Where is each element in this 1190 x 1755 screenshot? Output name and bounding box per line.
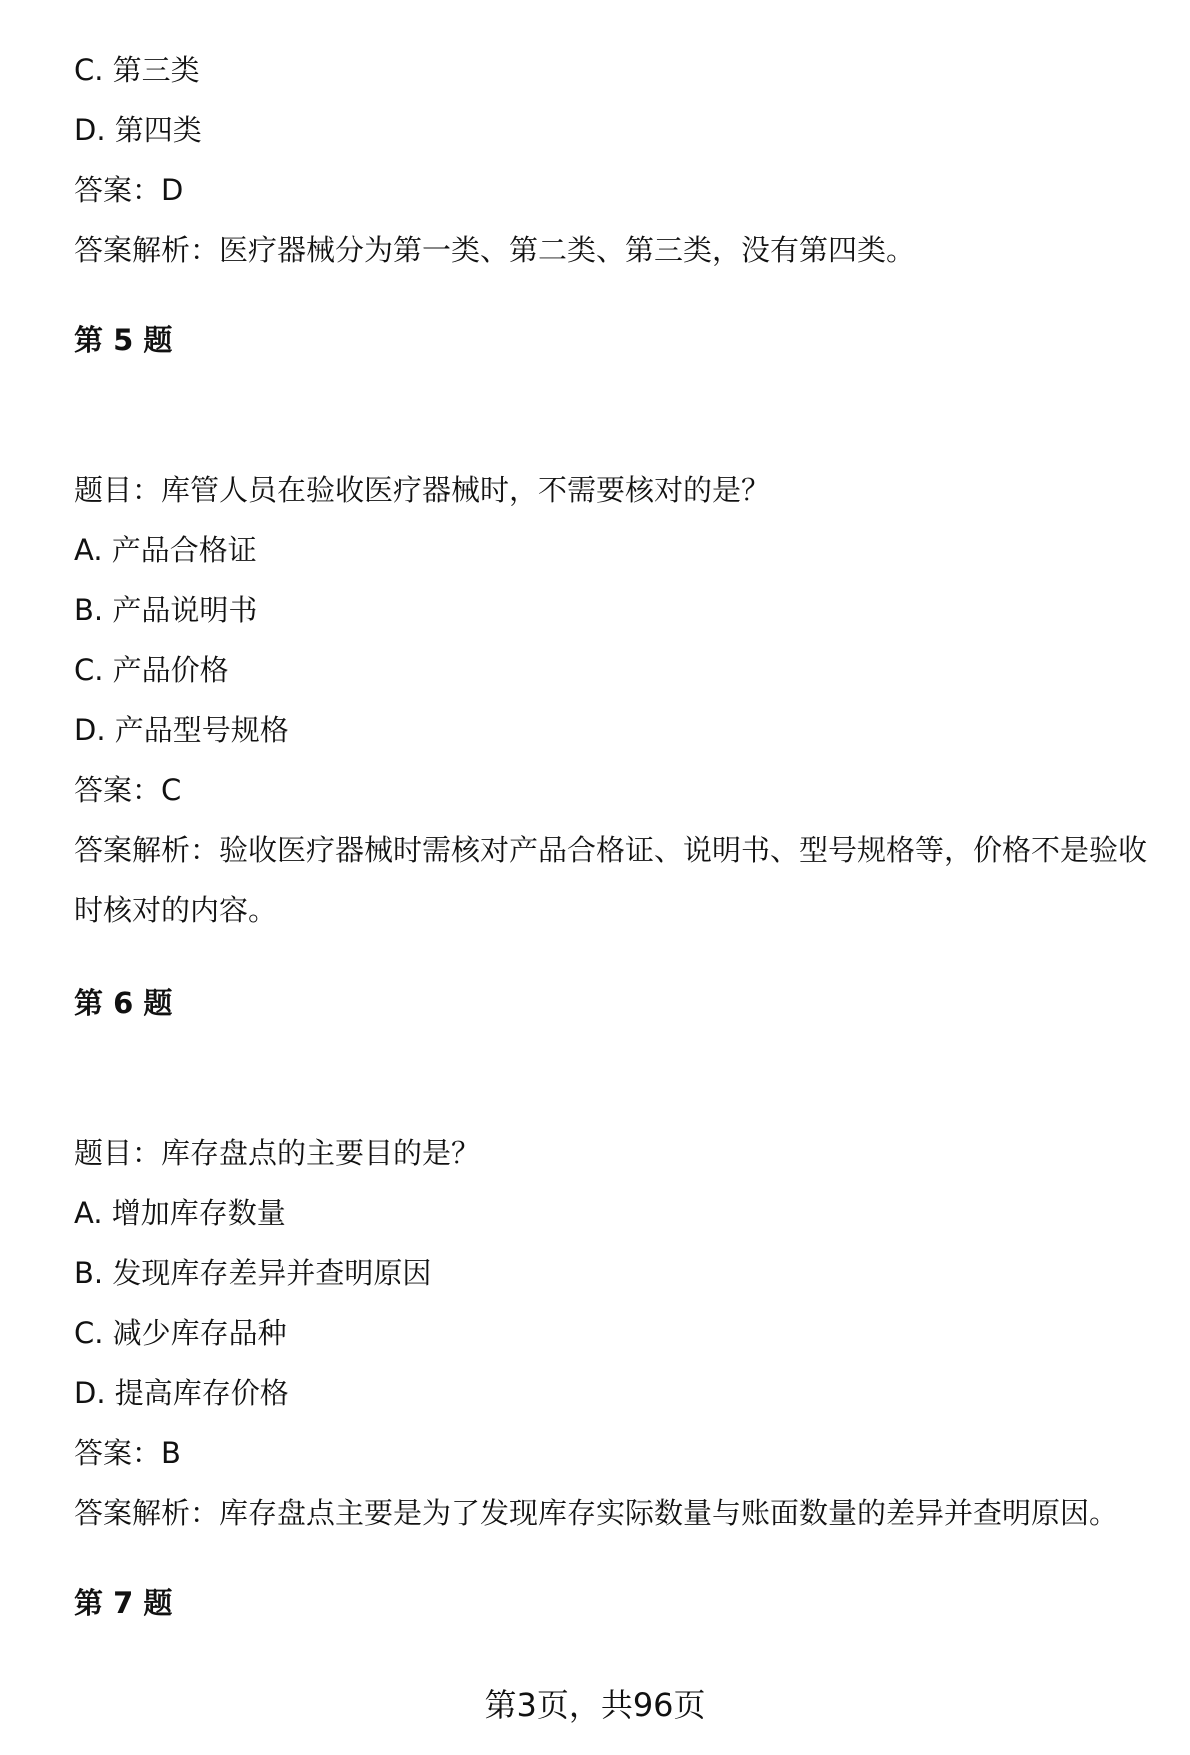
q6-explanation: 答案解析：库存盘点主要是为了发现库存实际数量与账面数量的差异并查明原因。	[74, 1496, 1119, 1530]
q4-explanation: 答案解析：医疗器械分为第一类、第二类、第三类，没有第四类。	[74, 233, 916, 267]
page-footer: 第3页，共96页	[484, 1686, 706, 1724]
q6-question: 题目：库存盘点的主要目的是？	[74, 1136, 481, 1170]
q5-option-c: C. 产品价格	[74, 653, 229, 687]
q5-option-d: D. 产品型号规格	[74, 713, 289, 747]
q4-option-c: C. 第三类	[74, 53, 200, 87]
q5-option-a: A. 产品合格证	[74, 533, 257, 567]
q5-heading: 第 5 题	[74, 323, 173, 357]
q6-option-b: B. 发现库存差异并查明原因	[74, 1256, 432, 1290]
q4-answer: 答案：D	[74, 173, 184, 207]
q6-heading: 第 6 题	[74, 986, 173, 1020]
q5-explanation: 答案解析：验收医疗器械时需核对产品合格证、说明书、型号规格等，价格不是验收时核对的内容。	[74, 833, 1148, 927]
q5-question: 题目：库管人员在验收医疗器械时，不需要核对的是？	[74, 473, 771, 507]
q7-heading: 第 7 题	[74, 1586, 173, 1620]
q4-option-d: D. 第四类	[74, 113, 202, 147]
q6-option-d: D. 提高库存价格	[74, 1376, 289, 1410]
q5-option-b: B. 产品说明书	[74, 593, 258, 627]
q6-option-a: A. 增加库存数量	[74, 1196, 286, 1230]
q5-answer: 答案：C	[74, 773, 182, 807]
q6-answer: 答案：B	[74, 1436, 181, 1470]
q6-option-c: C. 减少库存品种	[74, 1316, 287, 1350]
